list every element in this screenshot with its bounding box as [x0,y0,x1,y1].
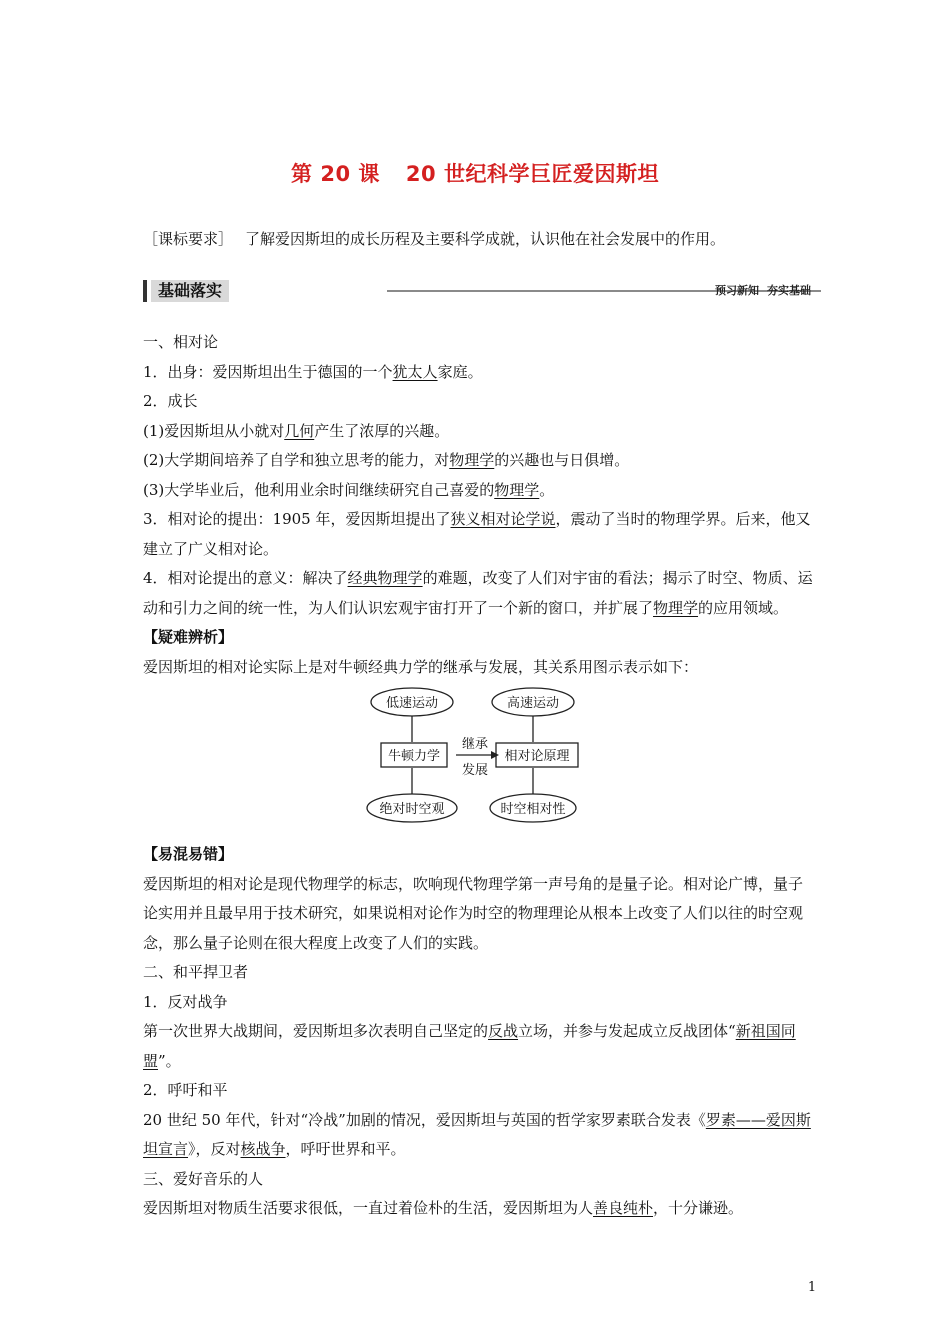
list-item: (1)爱因斯坦从小就对几何产生了浓厚的兴趣。 [143,421,450,440]
list-item: 20 世纪 50 年代，针对“冷战”加剧的情况，爱因斯坦与英国的哲学家罗素联合发表《罗素——爱因斯坦宣言》，反对核战争，呼吁世界和平。 [143,1110,811,1158]
section-heading-relativity: 一、相对论 [143,333,219,351]
list-item: 4．相对论提出的意义：解决了经典物理学的难题，改变了人们对宇宙的看法；揭示了时空、物质、运动和引力之间的统一性，为人们认识宏观宇宙打开了一个新的窗口，并扩展了物理学的应用领域。 [143,569,813,617]
list-item: 1．反对战争 [143,992,228,1011]
section-heading-music: 三、爱好音乐的人 [143,1169,264,1188]
label-develop: 发展 [461,763,489,778]
list-item: 爱因斯坦对物质生活要求很低，一直过着俭朴的生活，爱因斯坦为人善良纯朴，十分谦逊。 [143,1199,744,1217]
list-item: (3)大学毕业后，他利用业余时间继续研究自己喜爱的物理学。 [143,480,555,499]
section-heading-peace: 二、和平捍卫者 [143,963,249,981]
label-high-speed: 高速运动 [506,696,560,711]
lesson-name: 20 世纪科学巨匠爱因斯坦 [405,162,659,186]
banner-subtitle: 预习新知 夯实基础 [715,284,811,297]
curriculum-requirement [143,229,843,249]
page-number: 1 [807,1280,817,1295]
lesson-title [0,158,950,188]
yinan-text: 爱因斯坦的相对论实际上是对牛顿经典力学的继承与发展，其关系用图示表示如下： [143,657,699,676]
list-item: 3．相对论的提出：1905 年，爱因斯坦提出了狭义相对论学说，震动了当时的物理学界。后来，他又建立了广义相对论。 [143,510,811,558]
label-absolute: 绝对时空观 [379,802,445,817]
list-item: 1．出身：爱因斯坦出生于德国的一个犹太人家庭。 [143,362,483,381]
main-content [143,328,815,1224]
requirement-tag: ［课标要求］ [143,230,234,248]
label-newton: 牛顿力学 [387,749,441,764]
list-item: (2)大学期间培养了自学和独立思考的能力，对物理学的兴趣也与日俱增。 [143,451,630,469]
yinan-heading: 【疑难辨析】 [143,628,234,646]
banner-label: 基础落实 [151,280,229,302]
list-item: 2．呼吁和平 [143,1081,228,1099]
relation-diagram [143,682,815,840]
yihun-heading: 【易混易错】 [143,845,234,863]
relation-diagram-svg [143,682,815,840]
label-relative: 时空相对性 [500,802,566,817]
label-inherit: 继承 [461,737,489,752]
label-low-speed: 低速运动 [385,696,439,711]
list-item: 2．成长 [143,392,198,410]
lesson-number: 第 20 课 [291,162,380,186]
section-banner [143,280,811,302]
label-relativity: 相对论原理 [504,749,570,764]
requirement-text: 了解爱因斯坦的成长历程及主要科学成就，认识他在社会发展中的作用。 [245,230,726,248]
yihun-text: 爱因斯坦的相对论是现代物理学的标志，吹响现代物理学第一声号角的是量子论。相对论广博，量子论实用并且最早用于技术研究，如果说相对论作为时空的物理理论从根本上改变了人们以往的时空观念，那么量子论则在很大程度上改变了人们的实践。 [143,874,804,952]
banner-bar [143,280,147,302]
list-item: 第一次世界大战期间，爱因斯坦多次表明自己坚定的反战立场，并参与发起成立反战团体“新祖国同盟”。 [143,1022,796,1070]
